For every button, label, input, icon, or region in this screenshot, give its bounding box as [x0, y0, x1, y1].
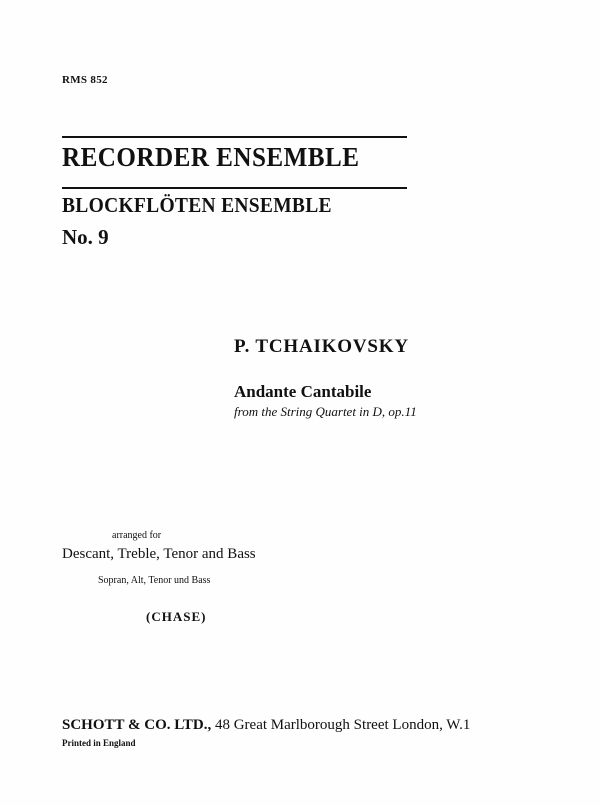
catalog-number: RMS 852	[62, 74, 108, 86]
series-number: No. 9	[62, 225, 109, 249]
instrumentation-german: Sopran, Alt, Tenor und Bass	[98, 575, 211, 586]
arranger-name: (CHASE)	[146, 609, 207, 624]
publisher-name: SCHOTT & CO. LTD.,	[62, 717, 212, 733]
printed-in-note: Printed in England	[62, 738, 136, 748]
top-rule-divider	[62, 136, 407, 138]
piece-source: from the String Quartet in D, op.11	[234, 404, 417, 419]
publisher-line	[62, 717, 470, 734]
instrumentation-english: Descant, Treble, Tenor and Bass	[62, 546, 256, 562]
composer-name: P. TCHAIKOVSKY	[234, 336, 409, 357]
series-title: RECORDER ENSEMBLE	[62, 142, 360, 172]
series-title-german: BLOCKFLÖTEN ENSEMBLE	[62, 193, 332, 217]
arranged-for-label: arranged for	[112, 530, 162, 541]
bottom-rule-divider	[62, 187, 407, 189]
publisher-address: 48 Great Marlborough Street London, W.1	[211, 717, 471, 733]
piece-title: Andante Cantabile	[234, 382, 372, 401]
